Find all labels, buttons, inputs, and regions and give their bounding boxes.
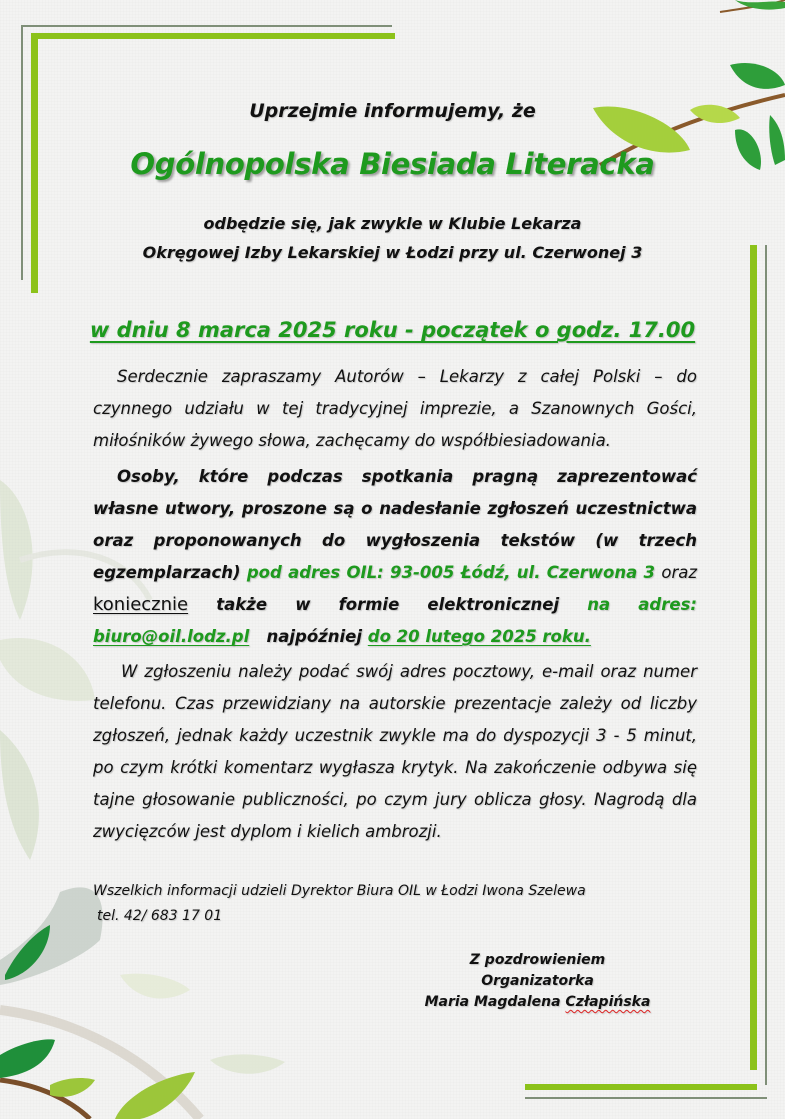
email-link[interactable]: biuro@oil.lodz.pl bbox=[93, 627, 250, 646]
event-date-line: w dniu 8 marca 2025 roku - początek o godz. 17.00 bbox=[89, 318, 696, 342]
invitation-paragraph bbox=[93, 361, 697, 457]
intro-text: Uprzejmie informujemy, że bbox=[249, 100, 536, 122]
koniecznie-word: koniecznie bbox=[93, 594, 189, 615]
frame-top-lime-bar bbox=[31, 33, 395, 39]
electronic-form: w formie elektronicznej bbox=[295, 595, 560, 614]
frame-bottom-lime-bar bbox=[525, 1084, 757, 1090]
frame-bottom-outer-line bbox=[525, 1097, 767, 1099]
frame-right-outer-line bbox=[765, 245, 767, 1085]
leaf-branch-top-right bbox=[593, 0, 785, 170]
details-text: W zgłoszeniu należy podać swój adres pocztowy, e-mail oraz numer telefonu. Czas przewidziany na autorskie prezentacje zależy od liczby zgłoszeń, jednak każdy uczestnik zwykle ma do dyspozycji 3 - 5 minut, po czym krótki komentarz wygłasza krytyk. Na zakończenie odbywa się tajne głosowanie publiczności, po czym jury oblicza głosy. Nagrodą dla zwycięzców jest dyplom i kielich ambrozji. bbox=[93, 662, 697, 841]
postal-address: pod adres OIL: 93-005 Łódź, ul. Czerwona 3 bbox=[246, 563, 656, 582]
signature-greeting: Z pozdrowieniem bbox=[469, 952, 606, 968]
frame-right-lime-bar bbox=[750, 245, 757, 1070]
deadline-date: do 20 lutego 2025 roku. bbox=[367, 627, 591, 646]
takze-word: także bbox=[216, 595, 268, 614]
frame-top-outer-line bbox=[22, 25, 392, 27]
signature-name-first: Maria Magdalena bbox=[424, 994, 561, 1010]
signature-block bbox=[420, 950, 655, 1013]
submission-paragraph bbox=[93, 461, 697, 653]
venue-line-1: odbędzie się, jak zwykle w Klubie Lekarza bbox=[203, 214, 582, 233]
oraz-word: oraz bbox=[661, 563, 697, 582]
contact-info bbox=[93, 879, 586, 929]
na-adres-label: na adres: bbox=[587, 595, 697, 614]
venue-line-2: Okręgowej Izby Lekarskiej w Łodzi przy ul. Czerwonej 3 bbox=[142, 243, 643, 262]
invitation-text: Serdecznie zapraszamy Autorów – Lekarzy z całej Polski – do czynnego udziału w tej tradycyjnej imprezie, a Szanownych Gości, miłośników żywego słowa, zachęcamy do współbiesiadowania. bbox=[93, 367, 697, 450]
details-paragraph bbox=[93, 656, 697, 848]
submission-lead: Osoby, które podczas spotkania pragną zaprezentować własne utwory, proszone są o nadesłanie zgłoszeń uczestnictwa oraz proponowanych do wygłoszenia tekstów (w trzech egzemplarzach) bbox=[93, 467, 697, 582]
contact-line: Wszelkich informacji udzieli Dyrektor Biura OIL w Łodzi Iwona Szelewa bbox=[93, 883, 586, 899]
najpozniej-word: najpóźniej bbox=[266, 627, 363, 646]
signature-name-last: Człapińska bbox=[565, 994, 651, 1010]
contact-phone: tel. 42/ 683 17 01 bbox=[97, 908, 223, 924]
signature-name bbox=[420, 992, 655, 1013]
event-title: Ogólnopolska Biesiada Literacka bbox=[130, 147, 655, 181]
signature-role: Organizatorka bbox=[481, 973, 594, 989]
